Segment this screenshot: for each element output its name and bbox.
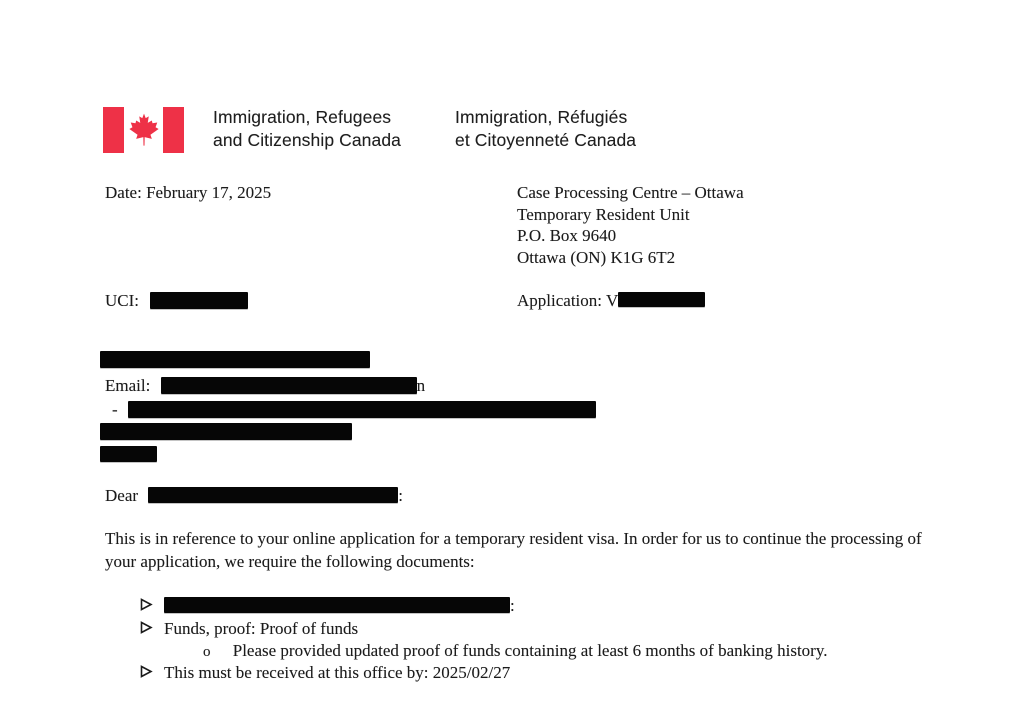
email-label: Email: [105, 376, 151, 395]
redaction-bar-email [161, 377, 417, 394]
redaction-bar-salutation [148, 487, 398, 503]
application-visible-prefix: V [605, 291, 619, 310]
application-label: Application: [517, 291, 602, 310]
email-trailing-char: n [416, 376, 426, 395]
uci-label: UCI: [105, 291, 139, 310]
redaction-bar-checklist-1 [164, 597, 510, 613]
department-name-french [455, 106, 636, 152]
flag-right-bar [163, 107, 184, 153]
maple-leaf-icon [127, 111, 161, 149]
address-dash: - [112, 400, 118, 419]
checklist-item-3 [140, 662, 510, 684]
arrow-bullet-icon [140, 598, 153, 611]
checklist-subitem [203, 640, 827, 663]
body-paragraph: This is in reference to your online application for a temporary resident visa. In order for us to continue the processing of your application, we require the following documents: [105, 529, 922, 571]
checklist-item-1-punct: : [510, 596, 515, 615]
dept-en-line2: and Citizenship Canada [213, 130, 402, 150]
email-row [105, 375, 425, 397]
address-row-1 [112, 399, 596, 421]
salutation-greeting: Dear [105, 486, 139, 505]
redaction-bar-uci [150, 292, 248, 309]
checklist-item-3-text: This must be received at this office by: 2025/02/27 [164, 663, 511, 682]
checklist-subitem-text: Please provided updated proof of funds containing at least 6 months of banking history. [232, 641, 828, 660]
checklist-item-1-content [164, 595, 515, 617]
checklist-item-2-text: Funds, proof: Proof of funds [164, 619, 359, 638]
checklist-item-2 [140, 618, 358, 640]
arrow-bullet-icon [140, 621, 153, 634]
office-line-3: P.O. Box 9640 [517, 226, 617, 246]
uci-row [105, 290, 248, 312]
letter-date: Date: February 17, 2025 [105, 183, 272, 202]
sub-bullet-glyph: o [203, 644, 211, 660]
redaction-bar-recipient-name [100, 351, 370, 368]
flag-field [124, 107, 163, 153]
office-line-2: Temporary Resident Unit [517, 204, 690, 224]
office-line-1: Case Processing Centre – Ottawa [517, 183, 744, 202]
salutation-row [105, 485, 403, 507]
redaction-bar-address-2 [100, 423, 352, 440]
flag-left-bar [103, 107, 124, 153]
office-address-block [517, 182, 744, 269]
application-row [517, 290, 705, 312]
office-line-4: Ottawa (ON) K1G 6T2 [517, 248, 676, 268]
canada-flag-icon [103, 107, 184, 153]
dept-fr-line1: Immigration, Réfugiés [455, 107, 628, 127]
dept-en-line1: Immigration, Refugees [213, 107, 392, 127]
checklist-item-1 [140, 595, 515, 617]
redaction-bar-country [100, 446, 157, 462]
redaction-bar-application [618, 292, 705, 307]
salutation-punct: : [398, 486, 404, 505]
redaction-bar-address-1 [128, 401, 596, 418]
department-name-english [213, 106, 401, 152]
arrow-bullet-icon [140, 665, 153, 678]
dept-fr-line2: et Citoyenneté Canada [455, 130, 637, 150]
